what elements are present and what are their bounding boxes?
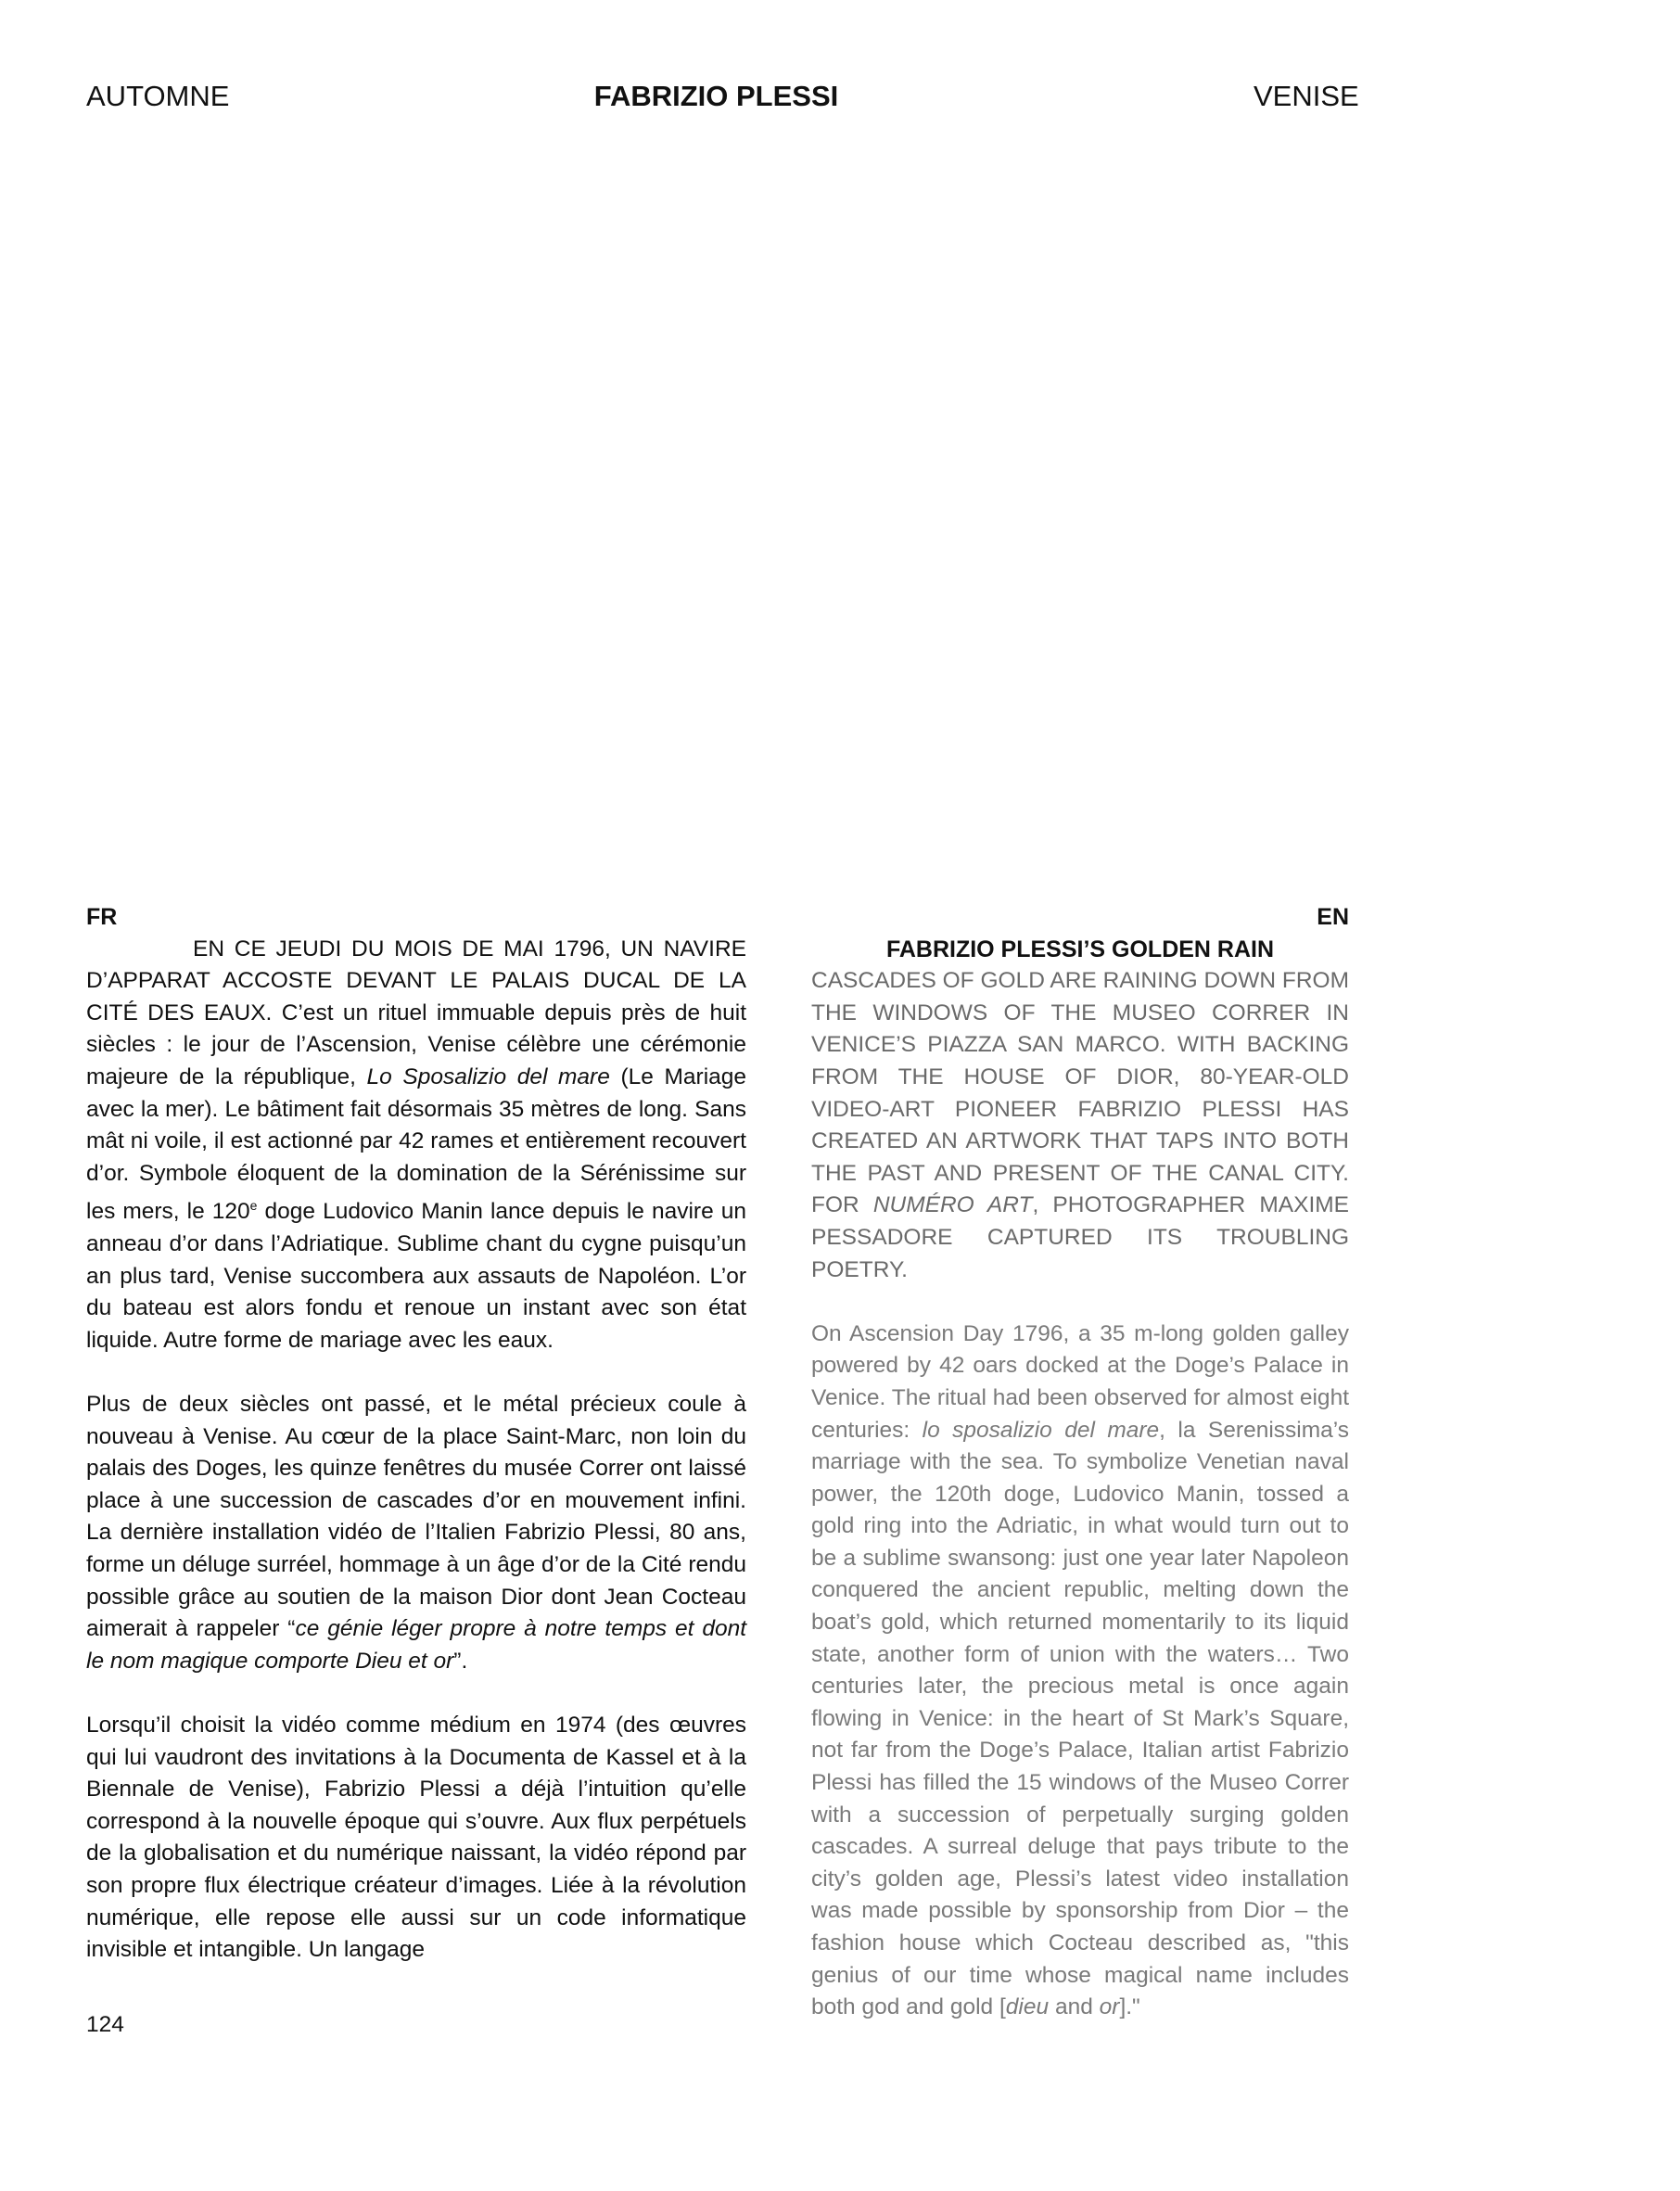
french-p2-italic: ce génie léger propre à notre temps et dont le nom magique comporte Dieu et or — [86, 1616, 746, 1674]
english-intro — [811, 965, 1349, 1286]
page-number: 124 — [86, 2012, 124, 2037]
french-paragraph-1 — [86, 934, 746, 1357]
english-body — [811, 1318, 1349, 2024]
english-language-tag: EN — [1317, 904, 1349, 930]
french-p2-text-b: ”. — [453, 1648, 468, 1674]
english-body-italic-3: or — [1099, 1994, 1120, 2020]
french-lead-caps: EN CE JEUDI DU MOIS DE MAI 1796, UN NAVIRE D’APPARAT ACCOSTE DEVANT LE PALAIS DUCAL DE LA CITÉ DES EAUX. — [86, 936, 746, 1025]
french-paragraph-3: Lorsqu’il choisit la vidéo comme médium en 1974 (des œuvres qui lui vaudront des invitations à la Documenta de Kassel et à la Biennale de Venise), Fabrizio Plessi a déjà l’intuition qu’elle correspond à la nouvelle époque qui s’ouvre. Aux flux perpétuels de la globalisation et du numérique naissant, la vidéo répond par son propre flux électrique créateur d’images. Liée à la révolution numérique, elle repose elle aussi sur un code informatique invisible et intangible. Un langage — [86, 1713, 746, 1963]
french-p2-text-a: Plus de deux siècles ont passé, et le métal précieux coule à nouveau à Venise. Au cœur de la place Saint-Marc, non loin du palais des Doges, les quinze fenêtres du musée Correr ont laissé place à une succession de cascades d’or en mouvement infini. La dernière installation vidéo de l’Italien Fabrizio Plessi, 80 ans, forme un déluge surréel, hommage à un âge d’or de la Cité rendu possible grâce au soutien de la maison Dior dont Jean Cocteau aimerait à rappeler “ — [86, 1392, 746, 1642]
french-p1-italic: Lo Sposalizio del mare — [366, 1064, 610, 1089]
article-title-header: FABRIZIO PLESSI — [593, 80, 839, 112]
english-intro-italic: NUMÉRO ART — [872, 1192, 1033, 1218]
english-intro-text-a: CASCADES OF GOLD ARE RAINING DOWN FROM THE WINDOWS OF THE MUSEO CORRER IN VENICE’S PIAZZA SAN MARCO. WITH BACKING FROM THE HOUSE OF DIOR, 80-YEAR-OLD VIDEO-ART PIONEER FABRIZIO PLESSI HAS CREATED AN ARTWORK THAT TAPS INTO BOTH THE PAST AND PRESENT OF THE CANAL CITY. FOR — [811, 968, 1349, 1218]
location-label: VENISE — [1254, 80, 1359, 112]
english-body-text-a: On Ascension Day 1796, a 35 m-long golden galley powered by 42 oars docked at the Doge’s Palace in Venice. The ritual had been observed for almost eight centuries: — [811, 1320, 1349, 1443]
english-body-text-d: ]." — [1119, 1994, 1140, 2020]
french-column — [86, 901, 746, 1967]
french-p1-text-a: C’est un rituel immuable depuis près de huit siècles : le jour de l’Ascension, Venise célèbre une cérémonie majeure de la république, — [86, 1000, 747, 1089]
english-body-italic-2: dieu — [1005, 1994, 1050, 2020]
english-body-italic-1: lo sposalizio del mare — [922, 1417, 1160, 1443]
english-intro-text-b: , PHOTOGRAPHER MAXIME PESSADORE CAPTURED ITS TROUBLING POETRY. — [811, 1192, 1350, 1282]
english-title: FABRIZIO PLESSI’S GOLDEN RAIN — [885, 936, 1275, 962]
french-p1-superscript: e — [249, 1198, 258, 1214]
french-paragraph-2 — [86, 1389, 746, 1677]
french-language-tag: FR — [86, 904, 118, 930]
section-label: AUTOMNE — [86, 80, 230, 112]
french-p1-text-b: (Le Mariage avec la mer). Le bâtiment fait désormais 35 mètres de long. Sans mât ni voile, il est actionné par 42 rames et entièrement recouvert d’or. Symbole éloquent de la domination de la Sérénissime sur les mers, le 120 — [86, 1064, 747, 1225]
english-column — [811, 901, 1349, 2024]
french-p1-text-c: doge Ludovico Manin lance depuis le navire un anneau d’or dans l’Adriatique. Sublime chant du cygne puisqu’un an plus tard, Venise succombera aux assauts de Napoléon. L’or du bateau est alors fondu et renoue un instant avec son état liquide. Autre forme de mariage avec les eaux. — [86, 1199, 746, 1353]
english-body-text-c: and — [1054, 1994, 1093, 2020]
english-body-text-b: , la Serenissima’s marriage with the sea. To symbolize Venetian naval power, the 120th doge, Ludovico Manin, tossed a gold ring into the Adriatic, in what would turn out to be a sublime swansong: just one year later Napoleon conquered the ancient republic, melting down the boat’s gold, which returned momentarily to its liquid state, another form of union with the waters… Two centuries later, the precious metal is once again flowing in Venice: in the heart of St Mark’s Square, not far from the Doge’s Palace, Italian artist Fabrizio Plessi has filled the 15 windows of the Museo Correr with a succession of perpetually surging golden cascades. A surreal deluge that pays tribute to the city’s golden age, Plessi’s latest video installation was made possible by sponsorship from Dior – the fashion house which Cocteau described as, "this genius of our time whose magical name includes both god and gold [ — [811, 1417, 1349, 2020]
